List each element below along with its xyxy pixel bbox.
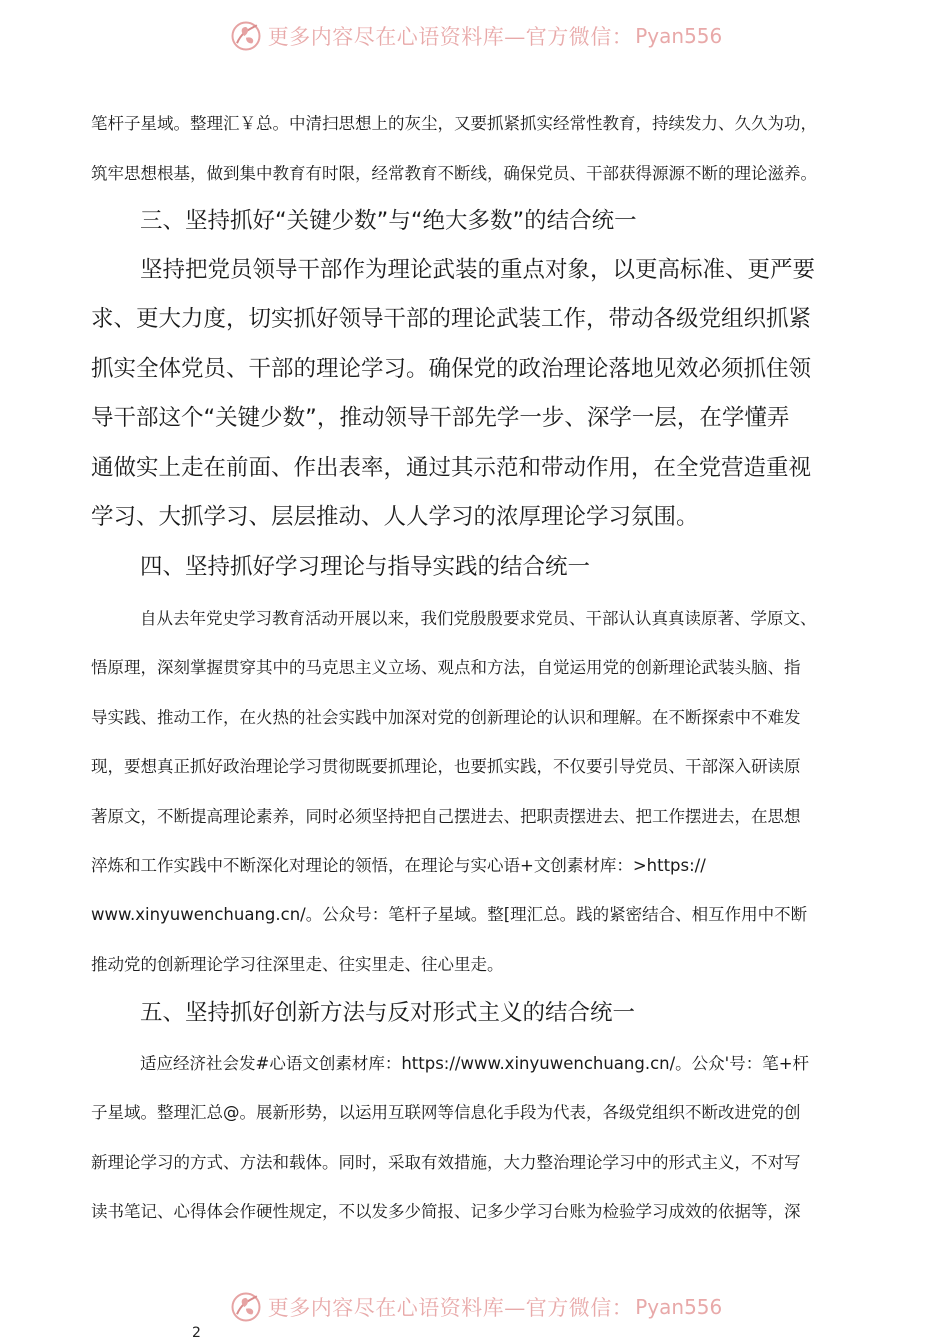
footer-watermark (0, 1287, 950, 1327)
section-heading: 五、坚持抓好创新方法与反对形式主义的结合统一 (140, 1000, 636, 1026)
paragraph-line: 适应经济社会发#心语文创素材库：https://www.xinyuwenchuang.cn/。公众'号：笔+杆 (140, 1054, 810, 1073)
paragraph-line: 抓实全体党员、干部的理论学习。确保党的政治理论落地见效必须抓住领 (91, 356, 812, 382)
paragraph-line: 筑牢思想根基，做到集中教育有时限，经常教育不断线，确保党员、干部获得源源不断的理论滋养。 (91, 164, 817, 183)
paragraph-line: 著原文，不断提高理论素养，同时必须坚持把自己摆进去、把职责摆进去、把工作摆进去，在思想 (91, 807, 801, 826)
header-watermark (0, 16, 950, 56)
paragraph-line: 现，要想真正抓好政治理论学习贯彻既要抓理论，也要抓实践，不仅要引导党员、干部深入研读原 (91, 757, 801, 776)
page-number: 2 (192, 1325, 201, 1341)
paragraph-line: 悟原理，深刻掌握贯穿其中的马克思主义立场、观点和方法，自觉运用党的创新理论武装头脑、指 (91, 658, 801, 677)
section-heading: 四、坚持抓好学习理论与指导实践的结合统一 (140, 554, 591, 580)
paragraph-line: 淬炼和工作实践中不断深化对理论的领悟，在理论与实心语+文创素材库：>https:// (91, 856, 706, 875)
watermark-text: 更多内容尽在心语资料库—官方微信： (267, 25, 634, 49)
paragraph-line: 导干部这个“关键少数”，推动领导干部先学一步、深学一层，在学懂弄 (91, 405, 790, 431)
paragraph-line: 子星域。整理汇总@。展新形势，以运用互联网等信息化手段为代表，各级党组织不断改进党的创 (91, 1103, 801, 1122)
paragraph-line: 读书笔记、心得体会作硬性规定，不以发多少简报、记多少学习台账为检验学习成效的依据等，深 (91, 1202, 801, 1221)
paragraph-line: 学习、大抓学习、层层推动、人人学习的浓厚理论学习氛围。 (91, 504, 699, 530)
watermark-id: Pyan556 (635, 24, 723, 48)
paragraph-line: 新理论学习的方式、方法和载体。同时，采取有效措施，大力整治理论学习中的形式主义，不对写 (91, 1153, 801, 1172)
paragraph-line: 推动党的创新理论学习往深里走、往实里走、往心里走。 (91, 955, 504, 974)
paragraph-line: 自从去年党史学习教育活动开展以来，我们党殷殷要求党员、干部认认真真读原著、学原文、 (140, 609, 817, 628)
paragraph-line: www.xinyuwenchuang.cn/。公众号：笔杆子星域。整[理汇总。践的紧密结合、相互作用中不断 (91, 905, 808, 924)
flower-logo-icon (228, 1289, 264, 1325)
paragraph-line: 坚持把党员领导干部作为理论武装的重点对象，以更高标准、更严要 (140, 257, 816, 283)
paragraph-line: 笔杆子星域。整理汇￥总。中清扫思想上的灰尘，又要抓紧抓实经常性教育，持续发力、久久为功， (91, 114, 817, 133)
watermark-text: 更多内容尽在心语资料库—官方微信： (267, 1296, 634, 1320)
section-heading: 三、坚持抓好“关键少数”与“绝大多数”的结合统一 (140, 208, 637, 234)
flower-logo-icon (228, 18, 264, 54)
paragraph-line: 导实践、推动工作，在火热的社会实践中加深对党的创新理论的认识和理解。在不断探索中不难发 (91, 708, 801, 727)
watermark-id: Pyan556 (635, 1295, 723, 1319)
paragraph-line: 通做实上走在前面、作出表率，通过其示范和带动作用，在全党营造重视 (91, 455, 812, 481)
paragraph-line: 求、更大力度，切实抓好领导干部的理论武装工作，带动各级党组织抓紧 (91, 306, 812, 332)
